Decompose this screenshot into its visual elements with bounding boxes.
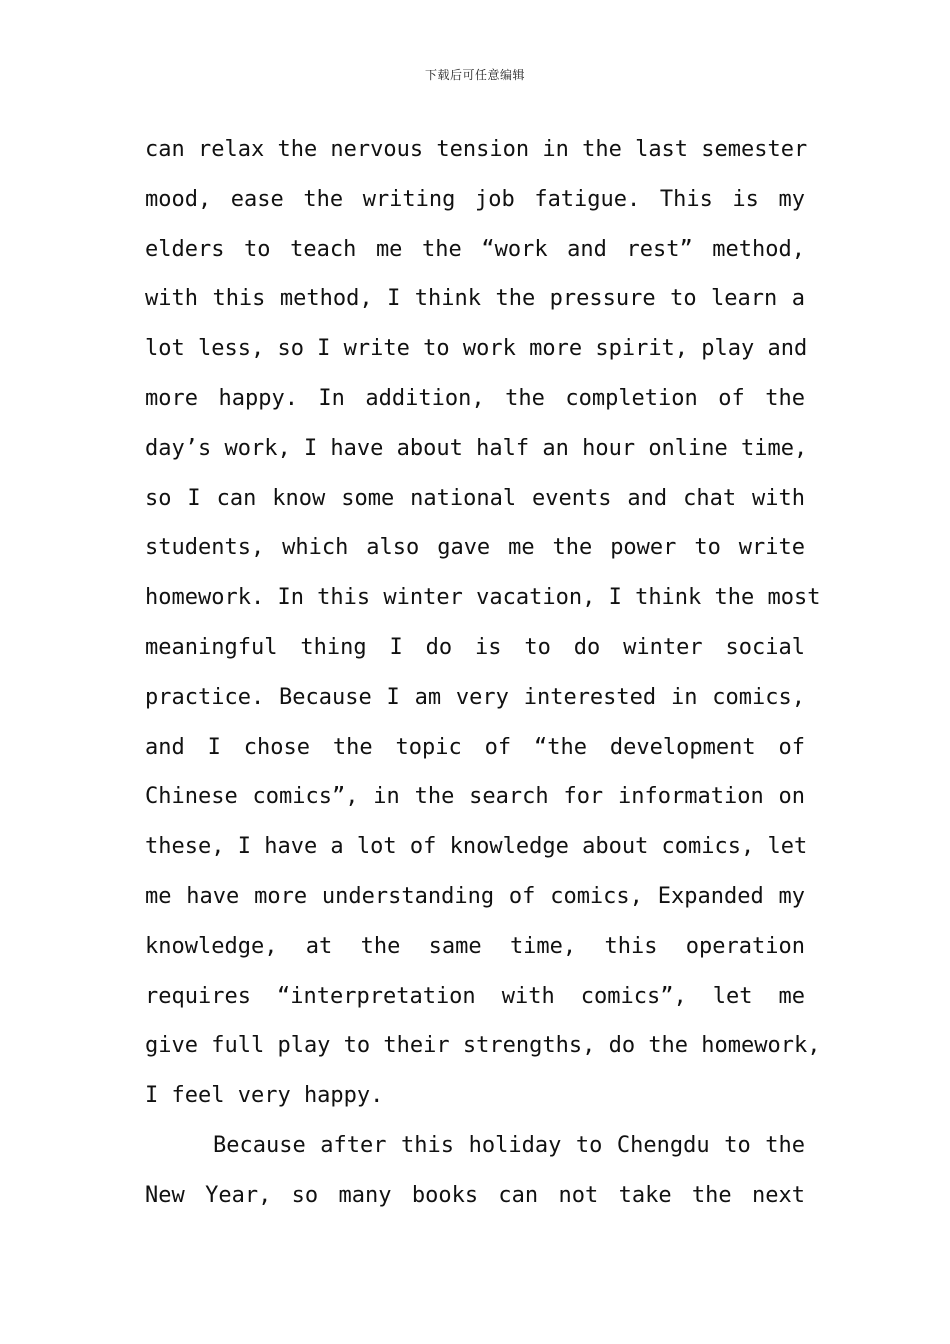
text-line: elders to teach me the “work and rest” method, xyxy=(145,236,805,262)
text-line: more happy. In addition, the completion of the xyxy=(145,385,805,411)
text-line: Chinese comics”, in the search for information on xyxy=(145,784,805,810)
text-line: lot less, so I write to work more spirit, play and xyxy=(145,336,808,362)
page-header: 下载后可任意编辑 xyxy=(424,68,525,82)
text-line: practice. Because I am very interested in comics, xyxy=(145,684,805,710)
text-line: meaningful thing I do is to do winter social xyxy=(145,634,805,660)
text-line: knowledge, at the same time, this operation xyxy=(145,933,805,959)
text-line: Because after this holiday to Chengdu to the xyxy=(213,1132,805,1158)
text-line: New Year, so many books can not take the next xyxy=(145,1182,805,1208)
text-line: give full play to their strengths, do the homework, xyxy=(145,1033,821,1059)
text-line: can relax the nervous tension in the last semester xyxy=(145,137,808,162)
text-line: I feel very happy. xyxy=(145,1083,384,1109)
text-line: me have more understanding of comics, Expanded my xyxy=(145,883,805,909)
text-line: so I can know some national events and chat with xyxy=(145,485,805,511)
text-line: with this method, I think the pressure to learn a xyxy=(145,286,805,312)
text-line: mood, ease the writing job fatigue. This is my xyxy=(145,186,805,212)
text-line: homework. In this winter vacation, I think the most xyxy=(145,585,821,611)
text-line: these, I have a lot of knowledge about comics, let xyxy=(145,834,808,860)
text-line: and I chose the topic of “the development of xyxy=(145,734,805,760)
text-line: requires “interpretation with comics”, let me xyxy=(145,983,805,1009)
document-body xyxy=(145,125,821,1221)
text-line: day’s work, I have about half an hour online time, xyxy=(145,435,808,461)
text-line: students, which also gave me the power to write xyxy=(145,535,805,561)
